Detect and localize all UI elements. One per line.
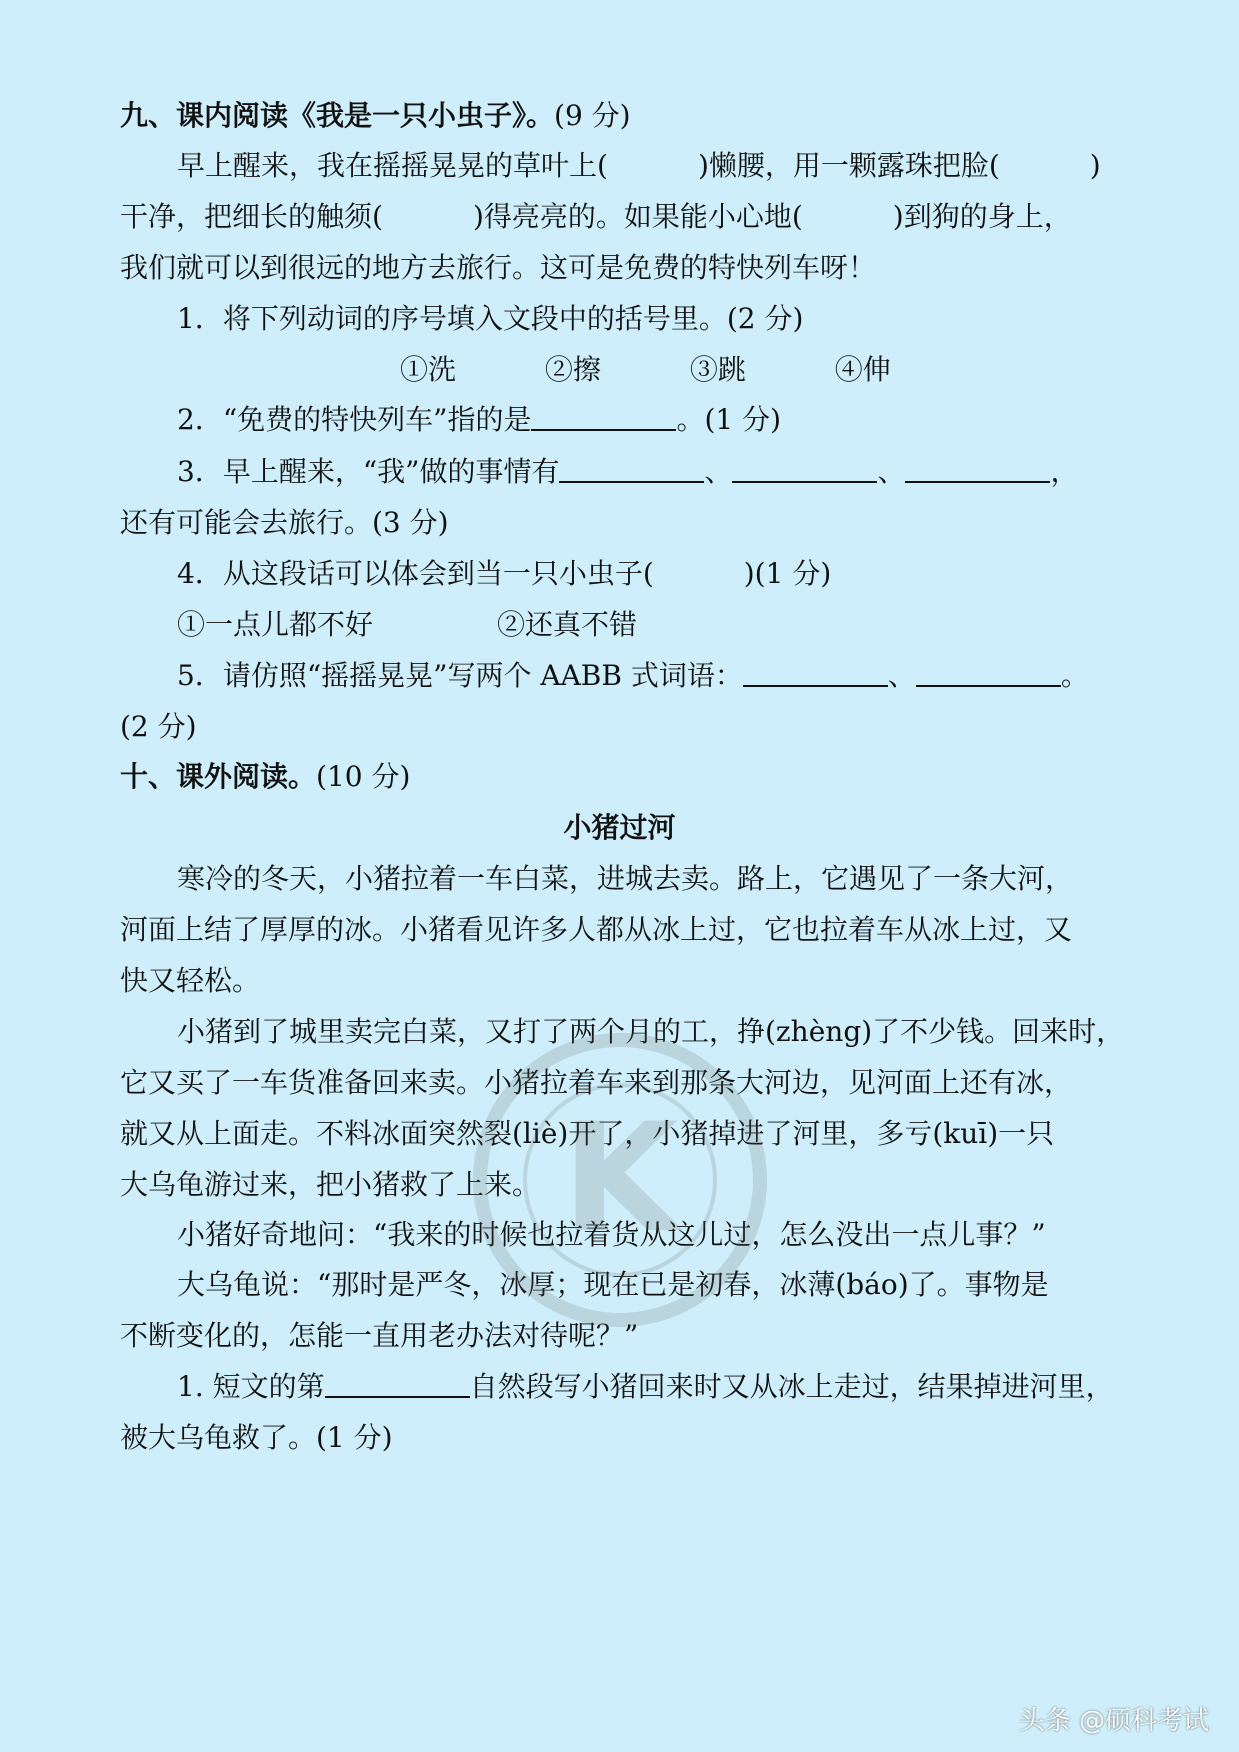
answer-blank[interactable] <box>743 657 888 687</box>
s10-q1 <box>177 1367 1120 1407</box>
section10-heading: 十、课外阅读。 <box>120 760 317 793</box>
answer-blank[interactable] <box>905 453 1050 483</box>
answer-blank[interactable] <box>559 453 704 483</box>
s9-q1: 1．将下列动词的序号填入文段中的括号里。(2 分) <box>177 302 804 335</box>
text: 早上醒来，我在摇摇晃晃的草叶上( <box>177 149 608 182</box>
section10-heading-line <box>120 757 1120 797</box>
s9-q5-points: (2 分) <box>120 710 197 743</box>
story-line: 大乌龟游过来，把小猪救了上来。 <box>120 1168 541 1201</box>
text: )到狗的身上， <box>892 200 1072 233</box>
svg-text:K: K <box>561 1092 679 1266</box>
s9-q3 <box>177 452 1120 492</box>
answer-blank[interactable] <box>531 401 676 431</box>
text: 干净，把细长的触须( <box>120 200 383 233</box>
text: 、 <box>704 455 733 488</box>
story-line: 寒冷的冬天，小猪拉着一车白菜，进城去卖。路上，它遇见了一条大河， <box>177 862 1074 895</box>
s10-q1-cont: 被大乌龟救了。(1 分) <box>120 1421 393 1454</box>
text: 5．请仿照“摇摇晃晃”写两个 AABB 式词语： <box>177 659 743 692</box>
story-line: 小猪到了城里卖完白菜，又打了两个月的工，挣(zhèng)了不少钱。回来时， <box>177 1015 1125 1048</box>
s9-para-line1 <box>177 146 1120 186</box>
text: ， <box>1050 455 1079 488</box>
s9-q3-cont: 还有可能会去旅行。(3 分) <box>120 506 449 539</box>
text: 自然段写小猪回来时又从冰上走过，结果掉进河里， <box>469 1370 1114 1403</box>
text: 。 <box>1060 659 1089 692</box>
text: 4．从这段话可以体会到当一只小虫子( <box>177 557 654 590</box>
s9-q2 <box>177 400 1120 440</box>
s9-q4 <box>177 554 1120 594</box>
story-line: 它又买了一车货准备回来卖。小猪拉着车来到那条大河边，见河面上还有冰， <box>120 1066 1073 1099</box>
option: ②擦 <box>544 353 601 386</box>
option: ④伸 <box>834 353 891 386</box>
text: 、 <box>887 659 916 692</box>
text: 、 <box>877 455 906 488</box>
answer-blank[interactable] <box>916 657 1061 687</box>
footer-credit: 头条 @硕科考试 <box>1018 1706 1209 1736</box>
option: ①一点儿都不好 <box>177 608 374 641</box>
section9-heading: 九、课内阅读《我是一只小虫子》。 <box>120 99 555 132</box>
text: )得亮亮的。如果能小心地( <box>472 200 803 233</box>
story-line: 就又从上面走。不料冰面突然裂(liè)开了，小猪掉进了河里，多亏(kuī)一只 <box>120 1117 1055 1150</box>
text: 1. 短文的第 <box>177 1370 325 1403</box>
text: )懒腰，用一颗露珠把脸( <box>697 149 1000 182</box>
section9-heading-line <box>120 96 1120 136</box>
section9-points: (9 分) <box>554 99 631 132</box>
answer-blank[interactable] <box>732 453 877 483</box>
option: ②还真不错 <box>497 608 638 641</box>
story-line: 不断变化的，怎能一直用老办法对待呢？” <box>120 1319 639 1352</box>
story-line: 小猪好奇地问：“我来的时候也拉着货从这儿过，怎么没出一点儿事？” <box>177 1218 1046 1251</box>
answer-blank[interactable] <box>325 1368 470 1398</box>
s9-para-line3: 我们就可以到很远的地方去旅行。这可是免费的特快列车呀！ <box>120 251 877 284</box>
s9-q5 <box>177 656 1120 696</box>
story-line: 大乌龟说：“那时是严冬，冰厚；现在已是初春，冰薄(báo)了。事物是 <box>177 1268 1049 1301</box>
story-line: 快又轻松。 <box>120 964 261 997</box>
text: )(1 分) <box>743 557 832 590</box>
s9-q4-options <box>177 605 1120 645</box>
option: ③跳 <box>689 353 746 386</box>
section10-points: (10 分) <box>316 760 411 793</box>
story-title: 小猪过河 <box>563 811 676 844</box>
text: 。(1 分) <box>676 403 782 436</box>
option: ①洗 <box>400 353 457 386</box>
s9-q1-options <box>400 350 1100 390</box>
text: 2．“免费的特快列车”指的是 <box>177 403 532 436</box>
s9-para-line2 <box>120 197 1120 237</box>
text: ) <box>1089 149 1101 182</box>
text: 3．早上醒来，“我”做的事情有 <box>177 455 560 488</box>
story-line: 河面上结了厚厚的冰。小猪看见许多人都从冰上过，它也拉着车从冰上过，又 <box>120 913 1073 946</box>
